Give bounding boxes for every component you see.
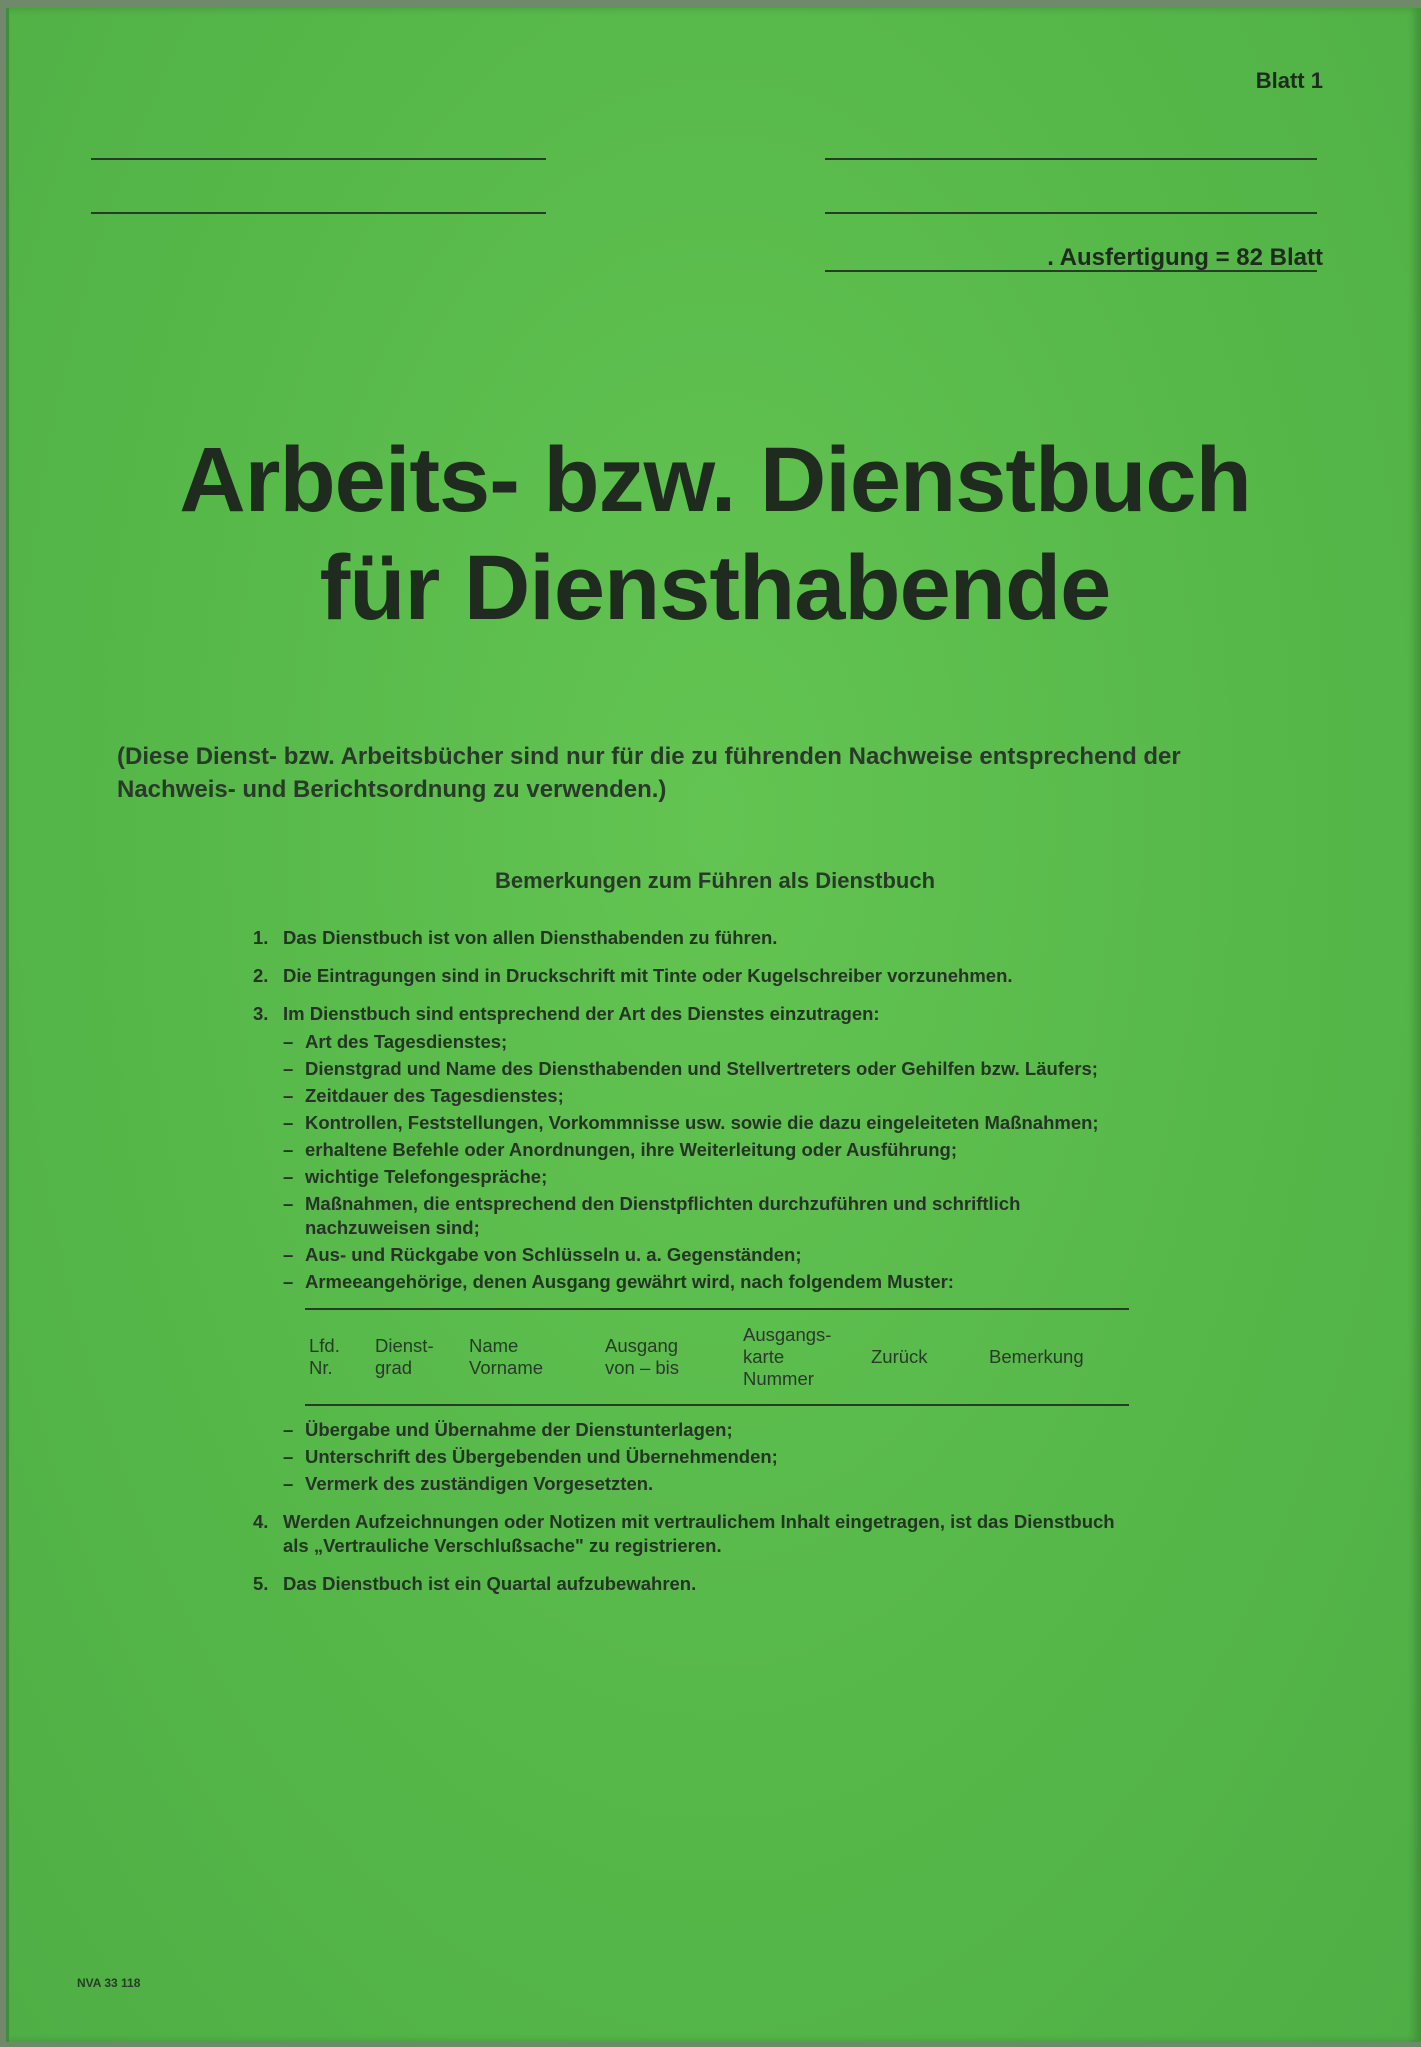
dash-bullet: –	[283, 1031, 294, 1052]
dash-bullet: –	[283, 1085, 294, 1106]
right-blank-line-2	[825, 212, 1317, 214]
dash-bullet: –	[283, 1058, 294, 1079]
document-title	[9, 426, 1421, 642]
right-blank-line-1	[825, 158, 1317, 160]
sub-item-text: Aus- und Rückgabe von Schlüsseln u. a. Gegenständen;	[305, 1244, 802, 1265]
dash-bullet: –	[283, 1446, 294, 1467]
remark-item-3	[253, 1002, 1143, 1496]
form-code: NVA 33 118	[77, 1976, 141, 1990]
sub-item-text: wichtige Telefongespräche;	[305, 1166, 548, 1187]
remark-number: 2.	[253, 965, 269, 986]
remark-number: 3.	[253, 1003, 269, 1024]
sub-item-text: Dienstgrad und Name des Diensthabenden und Stellvertreters oder Gehilfen bzw. Läufers;	[305, 1058, 1098, 1079]
copy-count-label: . Ausfertigung = 82 Blatt	[1047, 244, 1323, 271]
sub-item	[283, 1057, 1143, 1081]
remark-text: Das Dienstbuch ist von allen Diensthabenden zu führen.	[283, 927, 778, 948]
left-blank-line-1	[91, 158, 546, 160]
col-line: Name	[469, 1335, 519, 1356]
dash-bullet: –	[283, 1193, 294, 1214]
col-line: von – bis	[605, 1357, 680, 1378]
sub-item	[283, 1472, 1143, 1496]
remark-item-4	[253, 1510, 1143, 1558]
table-header-row	[305, 1324, 1129, 1390]
table-header-cell	[371, 1324, 465, 1390]
dash-bullet: –	[283, 1139, 294, 1160]
col-line: Vorname	[469, 1357, 544, 1378]
sub-item	[283, 1418, 1143, 1442]
title-line-2: für Diensthabende	[319, 537, 1111, 639]
col-line: Ausgang	[605, 1335, 679, 1356]
col-line: Ausgangs-	[743, 1324, 832, 1345]
dash-bullet: –	[283, 1419, 294, 1440]
sub-item	[283, 1270, 1143, 1294]
remark-text: Werden Aufzeichnungen oder Notizen mit vertraulichem Inhalt eingetragen, ist das Dienstbuch als „Vertrauliche Verschlußsache" zu registrieren.	[283, 1511, 1115, 1556]
sub-item	[283, 1165, 1143, 1189]
sub-item	[283, 1111, 1143, 1135]
sub-item-text: Kontrollen, Feststellungen, Vorkommnisse usw. sowie die dazu eingeleiteten Maßnahmen;	[305, 1112, 1099, 1133]
sub-item	[283, 1030, 1143, 1054]
sub-item-text: Maßnahmen, die entsprechend den Dienstpflichten durchzuführen und schriftlich nachzuweisen sind;	[305, 1193, 1021, 1238]
sub-item	[283, 1445, 1143, 1469]
dash-bullet: –	[283, 1112, 294, 1133]
col-line: grad	[375, 1357, 413, 1378]
col-line: Nr.	[309, 1357, 333, 1378]
sheet-label: Blatt 1	[1255, 68, 1323, 93]
table-header-cell	[867, 1324, 985, 1390]
sub-item	[283, 1084, 1143, 1108]
sample-table	[305, 1324, 1129, 1390]
table-header-cell	[601, 1324, 739, 1390]
sample-leave-table	[305, 1308, 1129, 1406]
remark-item-5	[253, 1572, 1143, 1596]
remark-text: Im Dienstbuch sind entsprechend der Art des Dienstes einzutragen:	[283, 1003, 880, 1024]
remark-item-2	[253, 964, 1143, 988]
remark-number: 5.	[253, 1573, 269, 1594]
sub-item-text: Unterschrift des Übergebenden und Übernehmenden;	[305, 1446, 778, 1467]
table-header-cell	[465, 1324, 601, 1390]
sub-item-text: erhaltene Befehle oder Anordnungen, ihre Weiterleitung oder Ausführung;	[305, 1139, 957, 1160]
sub-item	[283, 1138, 1143, 1162]
intro-note: (Diese Dienst- bzw. Arbeitsbücher sind nur für die zu führenden Nachweise entsprechend der Nachweis- und Berichtsordnung zu verwenden.)	[117, 743, 1181, 803]
sub-item-text: Vermerk des zuständigen Vorgesetzten.	[305, 1473, 654, 1494]
remarks-list	[253, 926, 1143, 1610]
table-header-cell	[739, 1324, 867, 1390]
table-header-cell	[305, 1324, 371, 1390]
copy-underline	[825, 270, 1317, 272]
col-line: karte	[743, 1346, 785, 1367]
col-line: Lfd.	[309, 1335, 340, 1356]
sub-item-text: Zeitdauer des Tagesdienstes;	[305, 1085, 564, 1106]
dash-bullet: –	[283, 1271, 294, 1292]
table-header-cell	[985, 1324, 1129, 1390]
remark-3-sublist	[283, 1030, 1143, 1294]
remark-item-1	[253, 926, 1143, 950]
dash-bullet: –	[283, 1473, 294, 1494]
remark-3-sublist-after	[283, 1418, 1143, 1496]
remarks-heading: Bemerkungen zum Führen als Dienstbuch	[494, 868, 936, 893]
title-line-1: Arbeits- bzw. Dienstbuch	[179, 429, 1251, 531]
remark-text: Das Dienstbuch ist ein Quartal aufzubewahren.	[283, 1573, 697, 1594]
col-line: Zurück	[871, 1346, 928, 1367]
sub-item	[283, 1243, 1143, 1267]
remark-number: 1.	[253, 927, 269, 948]
col-line: Nummer	[743, 1368, 814, 1389]
col-line: Dienst-	[375, 1335, 434, 1356]
sub-item	[283, 1192, 1143, 1240]
sub-item-text: Übergabe und Übernahme der Dienstunterlagen;	[305, 1419, 733, 1440]
document-page	[6, 8, 1421, 2042]
col-line: Bemerkung	[989, 1346, 1084, 1367]
sub-item-text: Art des Tagesdienstes;	[305, 1031, 508, 1052]
remark-number: 4.	[253, 1511, 269, 1532]
dash-bullet: –	[283, 1244, 294, 1265]
remark-text: Die Eintragungen sind in Druckschrift mit Tinte oder Kugelschreiber vorzunehmen.	[283, 965, 1013, 986]
sub-item-text: Armeeangehörige, denen Ausgang gewährt wird, nach folgendem Muster:	[305, 1271, 954, 1292]
left-blank-line-2	[91, 212, 546, 214]
dash-bullet: –	[283, 1166, 294, 1187]
